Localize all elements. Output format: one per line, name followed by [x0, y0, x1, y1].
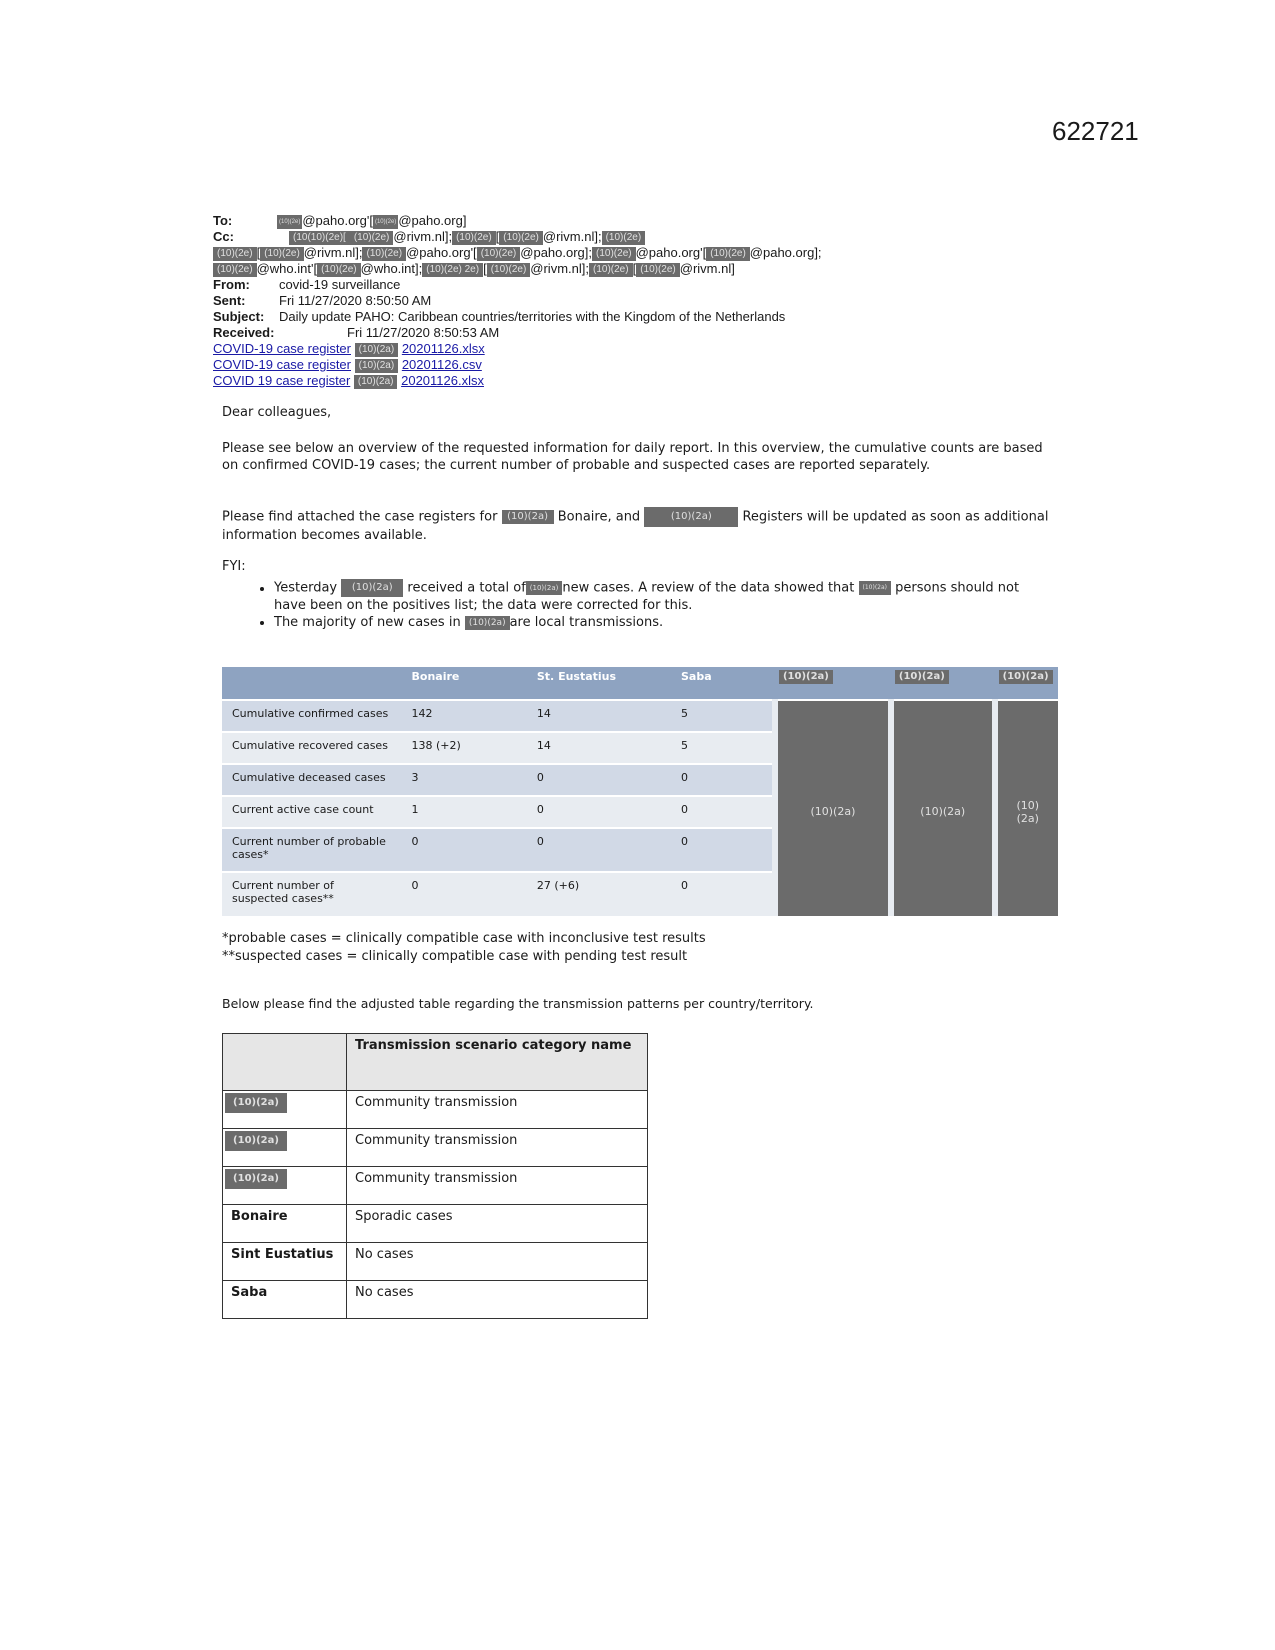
cc-line-1: [289, 229, 645, 244]
category-cell: Community transmission: [347, 1129, 648, 1167]
redaction-box: (10)(2e): [706, 247, 750, 261]
redaction-box: (10)(2e): [602, 231, 646, 245]
email-header: [213, 213, 1013, 389]
subject-label: Subject:: [213, 309, 265, 324]
category-cell: Community transmission: [347, 1167, 648, 1205]
email-address-text: @paho.org];: [749, 245, 822, 260]
redaction-box: (10)(2a): [895, 670, 949, 684]
attachment-link[interactable]: 20201126.xlsx: [401, 373, 484, 388]
to-address: @paho.org'[: [302, 213, 373, 228]
from-value: covid-19 surveillance: [279, 277, 401, 292]
row-label: Current number of probable cases*: [222, 828, 402, 872]
row-label: Cumulative recovered cases: [222, 732, 402, 764]
table-cell: 27 (+6): [527, 872, 671, 916]
redaction-box: (10)(2a): [465, 616, 510, 630]
table-header-row: [223, 1034, 648, 1091]
empty-header-cell: [223, 1034, 347, 1091]
redaction-box: (10)(2a): [502, 510, 554, 524]
email-address-text: @paho.org'[: [406, 245, 477, 260]
fyi-label: FYI:: [222, 559, 246, 574]
redaction-box: (10)(2a): [779, 670, 833, 684]
table-row: [223, 1205, 648, 1243]
transmission-intro: Below please find the adjusted table regarding the transmission patterns per country/territory.: [222, 996, 814, 1011]
redacted-column: (10)(2a): [891, 700, 995, 916]
redaction-box: (10)(2e): [373, 215, 398, 229]
suspected-note: **suspected cases = clinically compatible case with pending test result: [222, 949, 688, 964]
redaction-box: (10)(2e) 2e): [422, 263, 483, 277]
registers-text: Please find attached the case registers for: [222, 509, 498, 525]
category-header: Transmission scenario category name: [347, 1034, 648, 1091]
category-cell: No cases: [347, 1281, 648, 1319]
sent-row: [213, 293, 1013, 309]
attachment-row: [213, 341, 1013, 357]
registers-paragraph: [222, 507, 1052, 544]
received-label: Received:: [213, 325, 275, 340]
table-cell: 0: [402, 828, 527, 872]
table-cell: 5: [671, 700, 775, 732]
to-address: @paho.org]: [398, 213, 467, 228]
row-label: Cumulative deceased cases: [222, 764, 402, 796]
country-cell: Sint Eustatius: [223, 1243, 347, 1281]
redaction-box: (10)(2a): [341, 579, 403, 597]
attachment-link[interactable]: 20201126.xlsx: [401, 341, 485, 356]
redaction-box: (10)(2e): [213, 247, 257, 261]
email-address-text: @rivm.nl];: [303, 245, 363, 260]
bullet-text: new cases. A review of the data showed that: [562, 580, 855, 596]
table-cell: 0: [671, 872, 775, 916]
bullet-text: persons should not have been on the positives list; the data were corrected for this.: [274, 580, 1020, 613]
email-address-text: @rivm.nl];: [542, 229, 602, 244]
document-number: 622721: [1052, 116, 1139, 146]
table-header-row: [222, 667, 1058, 700]
cc-line-2: [213, 245, 1013, 261]
redacted-column: (10)(2a): [775, 700, 891, 916]
redaction-box: (10)(2e): [213, 263, 257, 277]
redaction-box: (10)(2e): [477, 247, 521, 261]
attachment-link[interactable]: COVID-19 case register: [213, 341, 351, 356]
empty-header-cell: [222, 667, 402, 700]
table-cell: 0: [402, 872, 527, 916]
to-label: To:: [213, 213, 233, 228]
registers-text: Bonaire, and: [557, 509, 641, 525]
redaction-box: (10)(2a): [354, 375, 398, 389]
transmission-table: [222, 1033, 648, 1319]
redaction-box: (10)(2e): [362, 247, 406, 261]
email-address-text: @rivm.nl]: [679, 261, 735, 276]
redaction-box: (10)(2e): [277, 215, 302, 229]
email-address-text: [: [256, 245, 261, 260]
row-label: Cumulative confirmed cases: [222, 700, 402, 732]
column-header: St. Eustatius: [527, 667, 671, 700]
redaction-box: (10)(2e): [350, 231, 394, 245]
redaction-box: (10)(2e): [452, 231, 496, 245]
fyi-bullet-2: [274, 614, 1052, 631]
sent-value: Fri 11/27/2020 8:50:50 AM: [279, 293, 432, 308]
redaction-box: (10)(2e): [260, 247, 304, 261]
table-cell: 14: [527, 732, 671, 764]
bullet-text: Yesterday: [274, 580, 338, 596]
table-cell: 0: [671, 828, 775, 872]
table-cell: 3: [402, 764, 527, 796]
sent-label: Sent:: [213, 293, 246, 308]
table-cell: 142: [402, 700, 527, 732]
table-notes: [222, 930, 706, 966]
country-cell: Saba: [223, 1281, 347, 1319]
attachment-link[interactable]: COVID 19 case register: [213, 373, 351, 388]
table-cell: 5: [671, 732, 775, 764]
category-cell: Community transmission: [347, 1091, 648, 1129]
email-address-text: [: [495, 229, 500, 244]
email-address-text: @rivm.nl];: [393, 229, 453, 244]
cc-row: [213, 229, 1013, 245]
fyi-bullet-1: [274, 579, 1052, 614]
table-row: [223, 1091, 648, 1129]
table-cell: 14: [527, 700, 671, 732]
redaction-box: (10)(2a): [355, 343, 399, 357]
table-cell: 0: [671, 764, 775, 796]
bullet-text: The majority of new cases in: [274, 615, 461, 630]
table-cell: 1: [402, 796, 527, 828]
redacted-column: (10)(2a): [995, 700, 1058, 916]
probable-note: *probable cases = clinically compatible case with inconclusive test results: [222, 931, 706, 946]
intro-paragraph: Please see below an overview of the requested information for daily report. In this overview, the cumulative counts are based on confirmed COVID-19 cases; the current number of probable and suspected cases are reported separately.: [222, 441, 1043, 473]
row-label: Current active case count: [222, 796, 402, 828]
bullet-text: received a total of: [407, 580, 526, 596]
redaction-box: (10)(2a): [644, 507, 738, 527]
redaction-box: (10(10)(2e)[: [289, 231, 350, 245]
category-cell: No cases: [347, 1243, 648, 1281]
column-header: Saba: [671, 667, 775, 700]
table-cell: 0: [527, 796, 671, 828]
column-header: [995, 667, 1058, 700]
email-address-text: @paho.org];: [520, 245, 593, 260]
email-address-text: @who.int'[: [256, 261, 318, 276]
bullet-text: are local transmissions.: [509, 615, 664, 630]
attachment-row: [213, 373, 1013, 389]
subject-row: [213, 309, 1013, 325]
country-cell: [223, 1167, 347, 1205]
table-cell: 0: [671, 796, 775, 828]
from-row: [213, 277, 1013, 293]
redaction-box: (10)(2e): [487, 263, 531, 277]
cc-label: Cc:: [213, 229, 234, 244]
table-row: [223, 1167, 648, 1205]
redaction-box: (10)(2a): [225, 1093, 287, 1113]
table-cell: 0: [527, 828, 671, 872]
attachment-list: [213, 341, 1013, 389]
table-cell: 0: [527, 764, 671, 796]
attachment-row: [213, 357, 1013, 373]
from-label: From:: [213, 277, 250, 292]
email-address-text: [: [483, 261, 487, 276]
table-row: [223, 1281, 648, 1319]
email-address-text: @paho.org'[: [635, 245, 707, 260]
case-counts-table: [222, 667, 1058, 916]
redaction-box: (10)(2a): [225, 1131, 287, 1151]
column-header: [891, 667, 995, 700]
email-address-text: @rivm.nl];: [530, 261, 589, 276]
received-row: [213, 325, 1013, 341]
redaction-box: (10)(2a): [225, 1169, 287, 1189]
country-cell: [223, 1129, 347, 1167]
cc-line-3: [213, 261, 1013, 277]
redaction-box: (10)(2e): [636, 263, 680, 277]
redaction-box: (10)(2a): [859, 581, 892, 595]
email-address-text: [: [632, 261, 637, 276]
category-cell: Sporadic cases: [347, 1205, 648, 1243]
redaction-box: (10)(2e): [592, 247, 636, 261]
table-cell: 138 (+2): [402, 732, 527, 764]
country-cell: [223, 1091, 347, 1129]
table-row: [222, 700, 1058, 732]
redaction-box: (10)(2a): [526, 581, 563, 595]
email-address-text: @who.int];: [360, 261, 423, 276]
table-row: [223, 1243, 648, 1281]
redaction-box: (10)(2e): [589, 263, 633, 277]
country-cell: Bonaire: [223, 1205, 347, 1243]
redaction-box: (10)(2e): [317, 263, 361, 277]
fyi-section: [222, 558, 1052, 631]
redaction-box: (10)(2a): [355, 359, 399, 373]
redaction-box: (10)(2a): [999, 670, 1053, 684]
attachment-link[interactable]: 20201126.csv: [401, 357, 482, 372]
to-row: [213, 213, 1013, 229]
table-row: [223, 1129, 648, 1167]
received-value: Fri 11/27/2020 8:50:53 AM: [347, 325, 500, 340]
redaction-box: (10)(2e): [499, 231, 543, 245]
greeting: Dear colleagues,: [222, 405, 332, 420]
subject-value: Daily update PAHO: Caribbean countries/territories with the Kingdom of the Netherlands: [279, 309, 786, 324]
column-header: [775, 667, 891, 700]
attachment-link[interactable]: COVID-19 case register: [213, 357, 351, 372]
column-header: Bonaire: [402, 667, 527, 700]
row-label: Current number of suspected cases**: [222, 872, 402, 916]
registers-text: Registers will be updated as soon as additional information becomes available.: [222, 509, 1049, 543]
